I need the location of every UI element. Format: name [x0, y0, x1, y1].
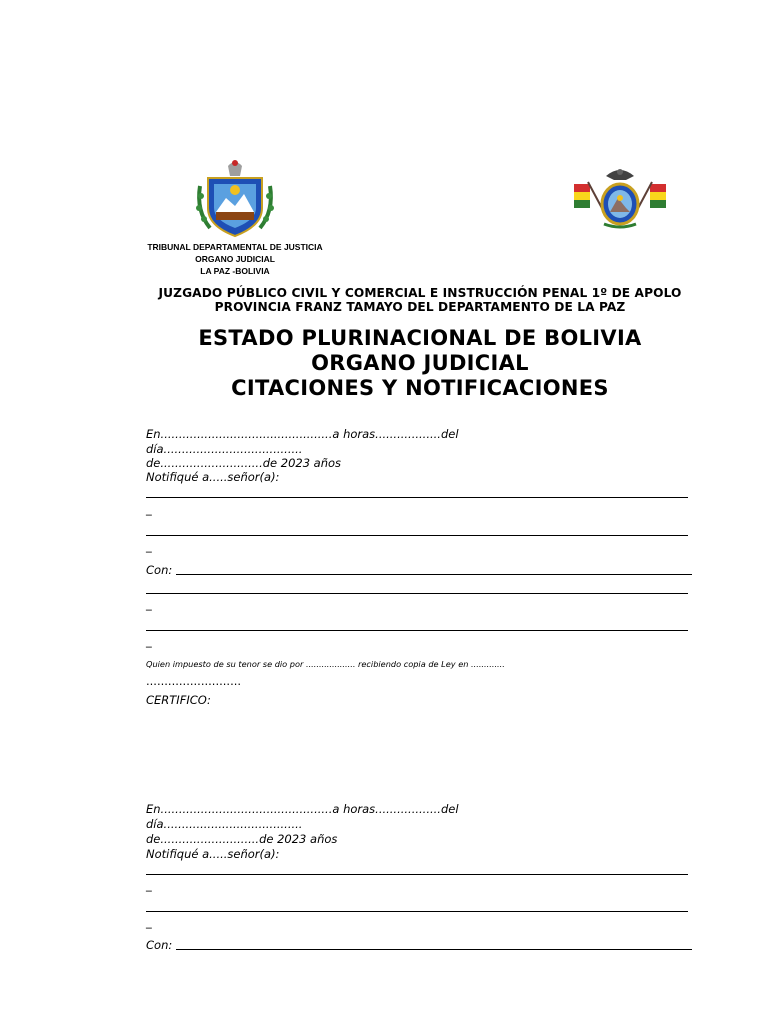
form1-con-line	[176, 574, 692, 575]
form2-con-line	[176, 949, 692, 950]
tribunal-line: ORGANO JUDICIAL	[195, 254, 275, 264]
title-line: ESTADO PLURINACIONAL DE BOLIVIA	[198, 326, 642, 350]
form1-quien-line: Quien impuesto de su tenor se dio por ................... recibiendo copia de Ley en .............	[146, 659, 505, 669]
juzgado-line: JUZGADO PÚBLICO CIVIL Y COMERCIAL E INSTRUCCIÓN PENAL 1º DE APOLO	[158, 286, 682, 300]
form1-dash: _	[146, 539, 152, 553]
form1-notifique-line: Notifiqué a.....señor(a):	[146, 470, 280, 484]
form1-blank-line	[146, 497, 688, 498]
form1-en-line: En...............................................a horas..................del	[146, 427, 459, 441]
tribunal-line: LA PAZ -BOLIVIA	[200, 266, 270, 276]
form2-dia-line: día......................................	[146, 817, 303, 831]
form1-certifico: CERTIFICO:	[146, 693, 211, 707]
form1-dash: _	[146, 597, 152, 611]
form2-dash: _	[146, 915, 152, 929]
page-title	[140, 326, 700, 401]
form1-blank-line	[146, 593, 688, 594]
form1-blank-line	[146, 535, 688, 536]
form2-notifique-line: Notifiqué a.....señor(a):	[146, 847, 280, 861]
juzgado-heading	[140, 286, 700, 314]
title-line: CITACIONES Y NOTIFICACIONES	[231, 376, 609, 400]
tribunal-coat-of-arms-logo	[190, 156, 280, 242]
form2-con-label: Con:	[146, 938, 173, 952]
tribunal-line: TRIBUNAL DEPARTAMENTAL DE JUSTICIA	[147, 242, 323, 252]
juzgado-line: PROVINCIA FRANZ TAMAYO DEL DEPARTAMENTO DE LA PAZ	[214, 300, 626, 314]
form1-blank-line	[146, 630, 688, 631]
form2-en-line: En...............................................a horas..................del	[146, 802, 459, 816]
bolivia-coat-of-arms-logo	[570, 162, 670, 232]
form1-dots-line: ..........................	[146, 674, 242, 688]
form1-dia-line: día......................................	[146, 442, 303, 456]
form2-blank-line	[146, 874, 688, 875]
title-line: ORGANO JUDICIAL	[311, 351, 529, 375]
form2-dash: _	[146, 878, 152, 892]
form2-blank-line	[146, 911, 688, 912]
form1-de-line: de............................de 2023 años	[146, 456, 342, 470]
form1-con-label: Con:	[146, 563, 173, 577]
form1-dash: _	[146, 634, 152, 648]
tribunal-heading	[145, 241, 325, 277]
form2-de-line: de...........................de 2023 años	[146, 832, 338, 846]
form1-dash: _	[146, 502, 152, 516]
